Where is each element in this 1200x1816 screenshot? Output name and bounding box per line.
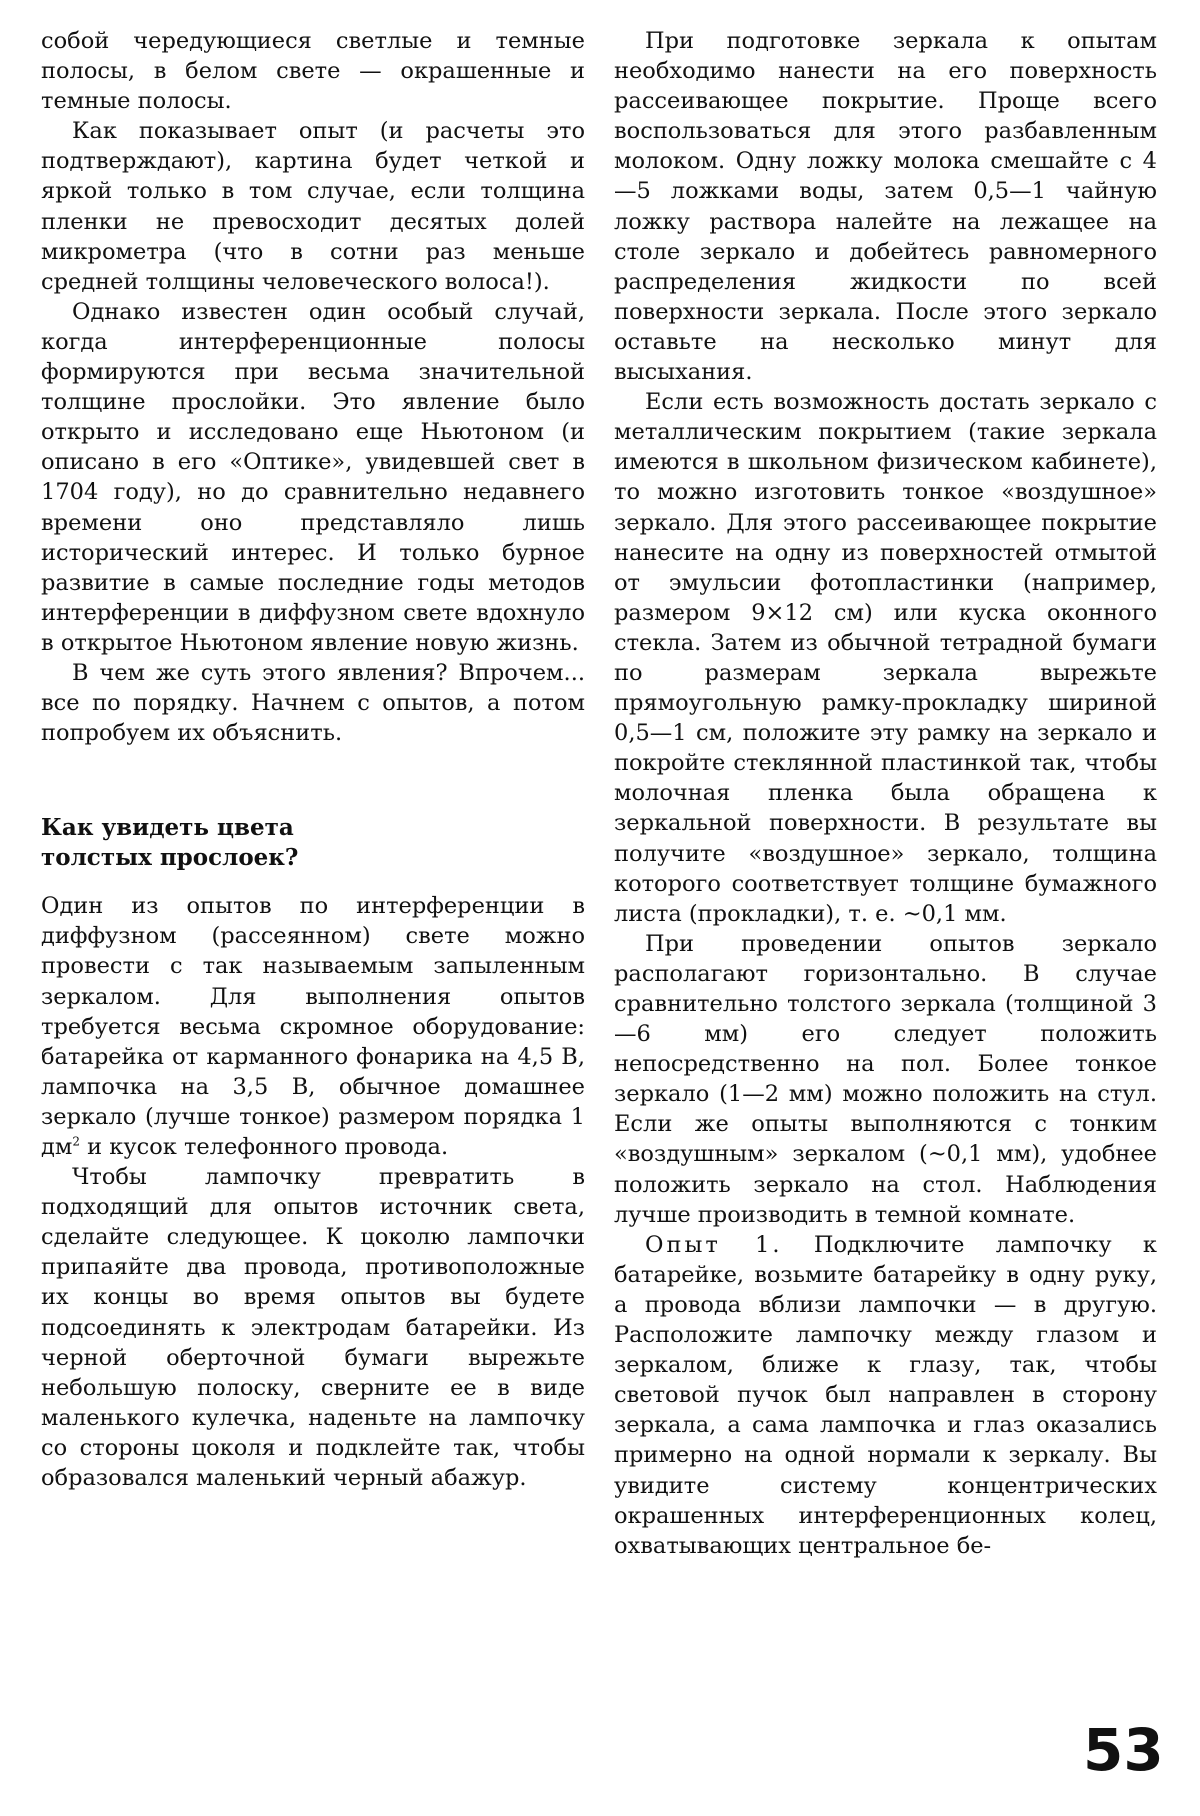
left-paragraph-2: Как показывает опыт (и расчеты это подтверждают), картина будет четкой и яркой только в том случае, если толщина пленки не превосходит десятых долей микрометра (что в сотни раз меньше средней толщины человеческого волоса!). xyxy=(41,118,585,295)
superscript-2: 2 xyxy=(72,1134,80,1149)
left-paragraph-5 xyxy=(41,891,585,1162)
left-paragraph-5-text: Один из опытов по интерференции в диффузном (рассеянном) свете можно провести с так называемым запыленным зеркалом. Для выполнения опытов требуется весьма скромное оборудование: батарейка от карманного фонарика на 4,5 В, лампочка на 3,5 В, обычное домашнее зеркало (лучше тонкое) размером порядка 1 дм xyxy=(41,893,585,1160)
right-paragraph-1: При подготовке зеркала к опытам необходимо нанести на его поверхность рассеивающее покрытие. Проще всего воспользоваться для этого разбавленным молоком. Одну ложку молока смешайте с 4—5 ложками воды, затем 0,5—1 чайную ложку раствора налейте на лежащее на столе зеркало и добейтесь равномерного распределения жидкости по всей поверхности зеркала. После этого зеркало оставьте на несколько минут для высыхания. xyxy=(614,28,1157,386)
left-paragraph-5-end: и кусок телефонного провода. xyxy=(80,1134,449,1160)
left-paragraph-3: Однако известен один особый случай, когда интерференционные полосы формируются при весьма значительной толщине прослойки. Это явление было открыто и исследовано еще Ньютоном (и описано в его «Оптике», увидевшей свет в 1704 году), но до сравнительно недавнего времени оно представляло лишь исторический интерес. И только бурное развитие в самые последние годы методов интерференции в диффузном свете вдохнуло в открытое Ньютоном явление новую жизнь. xyxy=(41,298,585,656)
left-column xyxy=(41,26,585,1493)
section-heading xyxy=(41,813,585,873)
experiment-label: Опыт 1. xyxy=(645,1231,783,1258)
left-paragraph-4: В чем же суть этого явления? Впрочем... все по порядку. Начнем с опытов, а потом попробуем их объяснить. xyxy=(41,659,585,747)
right-paragraph-4 xyxy=(614,1230,1157,1561)
left-paragraph-1: собой чередующиеся светлые и темные полосы, в белом свете — окрашенные и темные полосы. xyxy=(41,28,585,115)
section-heading-line-1: Как увидеть цвета xyxy=(41,814,294,842)
left-paragraph-6: Чтобы лампочку превратить в подходящий для опытов источник света, сделайте следующее. К цоколю лампочки припаяйте два провода, противоположные их концы во время опытов вы будете подсоединять к электродам батарейки. Из черной оберточной бумаги вырежьте небольшую полоску, сверните ее в виде маленького кулечка, наденьте на лампочку со стороны цоколя и подклейте так, чтобы образовался маленький черный абажур. xyxy=(41,1164,585,1492)
right-column xyxy=(614,26,1157,1561)
right-paragraph-3: При проведении опытов зеркало располагают горизонтально. В случае сравнительно толстого зеркала (толщиной 3—6 мм) его следует положить непосредственно на пол. Более тонкое зеркало (1—2 мм) можно положить на стул. Если же опыты выполняются с тонким «воздушным» зеркалом (~0,1 мм), удобнее положить зеркало на стол. Наблюдения лучше производить в темной комнате. xyxy=(614,930,1157,1228)
right-paragraph-2: Если есть возможность достать зеркало с металлическим покрытием (такие зеркала имеются в школьном физическом кабинете), то можно изготовить тонкое «воздушное» зеркало. Для этого рассеивающее покрытие нанесите на одну из поверхностей отмытой от эмульсии фотопластинки (например, размером 9×12 см) или куска оконного стекла. Затем из обычной тетрадной бумаги по размерам зеркала вырежьте прямоугольную рамку-прокладку шириной 0,5—1 см, положите эту рамку на зеркало и покройте стеклянной пластинкой так, чтобы молочная пленка была обращена к зеркальной поверхности. В результате вы получите «воздушное» зеркало, толщина которого соответствует толщине бумажного листа (прокладки), т. е. ~0,1 мм. xyxy=(614,389,1157,927)
experiment-text: Подключите лампочку к батарейке, возьмите батарейку в одну руку, а провода вблизи лампочки — в другую. Расположите лампочку между глазом и зеркалом, ближе к глазу, так, чтобы световой пучок был направлен в сторону зеркала, а сама лампочка и глаз оказались примерно на одной нормали к зеркалу. Вы увидите систему концентрических окрашенных интерференционных колец, охватывающих центральное бе- xyxy=(614,1231,1157,1559)
page-number: 53 xyxy=(1083,1716,1164,1784)
section-heading-line-2: толстых прослоек? xyxy=(41,844,299,872)
